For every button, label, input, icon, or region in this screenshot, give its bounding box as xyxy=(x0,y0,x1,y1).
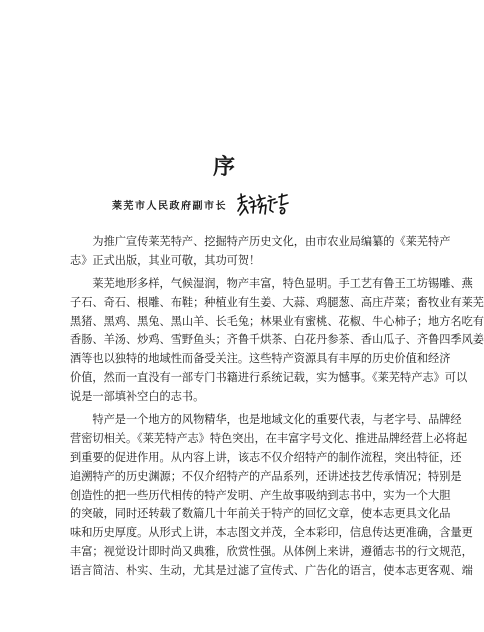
text-line: 丰富；视觉设计即时尚又典雅，欣赏性强。从体例上来讲，遵循志书的行文规范， xyxy=(70,545,473,559)
byline xyxy=(112,191,293,217)
preface-body xyxy=(70,233,484,585)
text-line: 香肠、羊汤、炒鸡、雪野鱼头；齐鲁千烘茶、白花丹参茶、香山瓜子、齐鲁四季风姜 xyxy=(70,333,484,347)
paragraph-1 xyxy=(70,233,451,271)
text-line: 的突破，同时还转载了数篇几十年前关于特产的回忆文章，使本志更具文化品 xyxy=(70,507,451,521)
author-role: 莱芜市人民政府副市长 xyxy=(112,200,227,212)
text-line: 莱芜地形多样，气候湿润，物产丰富，特色显明。手工艺有鲁王工坊锡雕、燕 xyxy=(70,276,473,290)
text-line: 为推广宣传莱芜特产、挖掘特产历史文化，由市农业局编纂的《莱芜特产 xyxy=(70,235,451,248)
paragraph-2 xyxy=(70,275,484,407)
text-line: 子石、奇石、根雕、布鞋；种植业有生姜、大蒜、鸡腿葱、高庄芹菜；畜牧业有莱芜 xyxy=(70,295,484,309)
text-line: 追溯特产的历史渊源；不仅介绍特产的产品系列，还讲述技艺传承情况；特别是 xyxy=(70,469,462,483)
handwritten-signature xyxy=(235,191,293,217)
text-line: 特产是一个地方的风物精华，也是地域文化的重要代表，与老字号、品牌经 xyxy=(70,413,462,427)
page-title: 序 xyxy=(212,154,237,180)
paragraph-3 xyxy=(70,411,473,581)
text-line: 到重要的促进作用。从内容上讲，该志不仅介绍特产的制作流程，突出特征，还 xyxy=(70,450,462,464)
text-line: 语言简洁、朴实、生动，尤其是过滤了宣传式、广告化的语言，使本志更客观、端 xyxy=(70,564,473,578)
text-line: 价值，然而一直没有一部专门书籍进行系统记载，实为憾事。《莱芜特产志》可以 xyxy=(70,371,468,385)
text-line: 黑猪、黑鸡、黑兔、黑山羊、长毛兔；林果业有蜜桃、花椒、牛心柿子；地方名吃有 xyxy=(70,314,484,328)
text-line: 说是一部填补空白的志书。 xyxy=(70,390,205,404)
text-line: 营密切相关。《莱芜特产志》特色突出，在丰富字号文化、推进品牌经营上必将起 xyxy=(70,431,468,445)
text-line: 志》正式出版，其业可敬，其功可贺！ xyxy=(70,253,261,267)
text-line: 味和历史厚度。从形式上讲，本志图文并茂，全本彩印，信息传达更准确，含量更 xyxy=(70,526,473,540)
text-line: 创造性的把一些历代相传的特产发明、产生故事吸纳到志书中，实为一个大胆 xyxy=(70,488,451,502)
text-line: 酒等也以独特的地域性而备受关注。这些特产资源具有丰厚的历史价值和经济 xyxy=(70,352,451,366)
